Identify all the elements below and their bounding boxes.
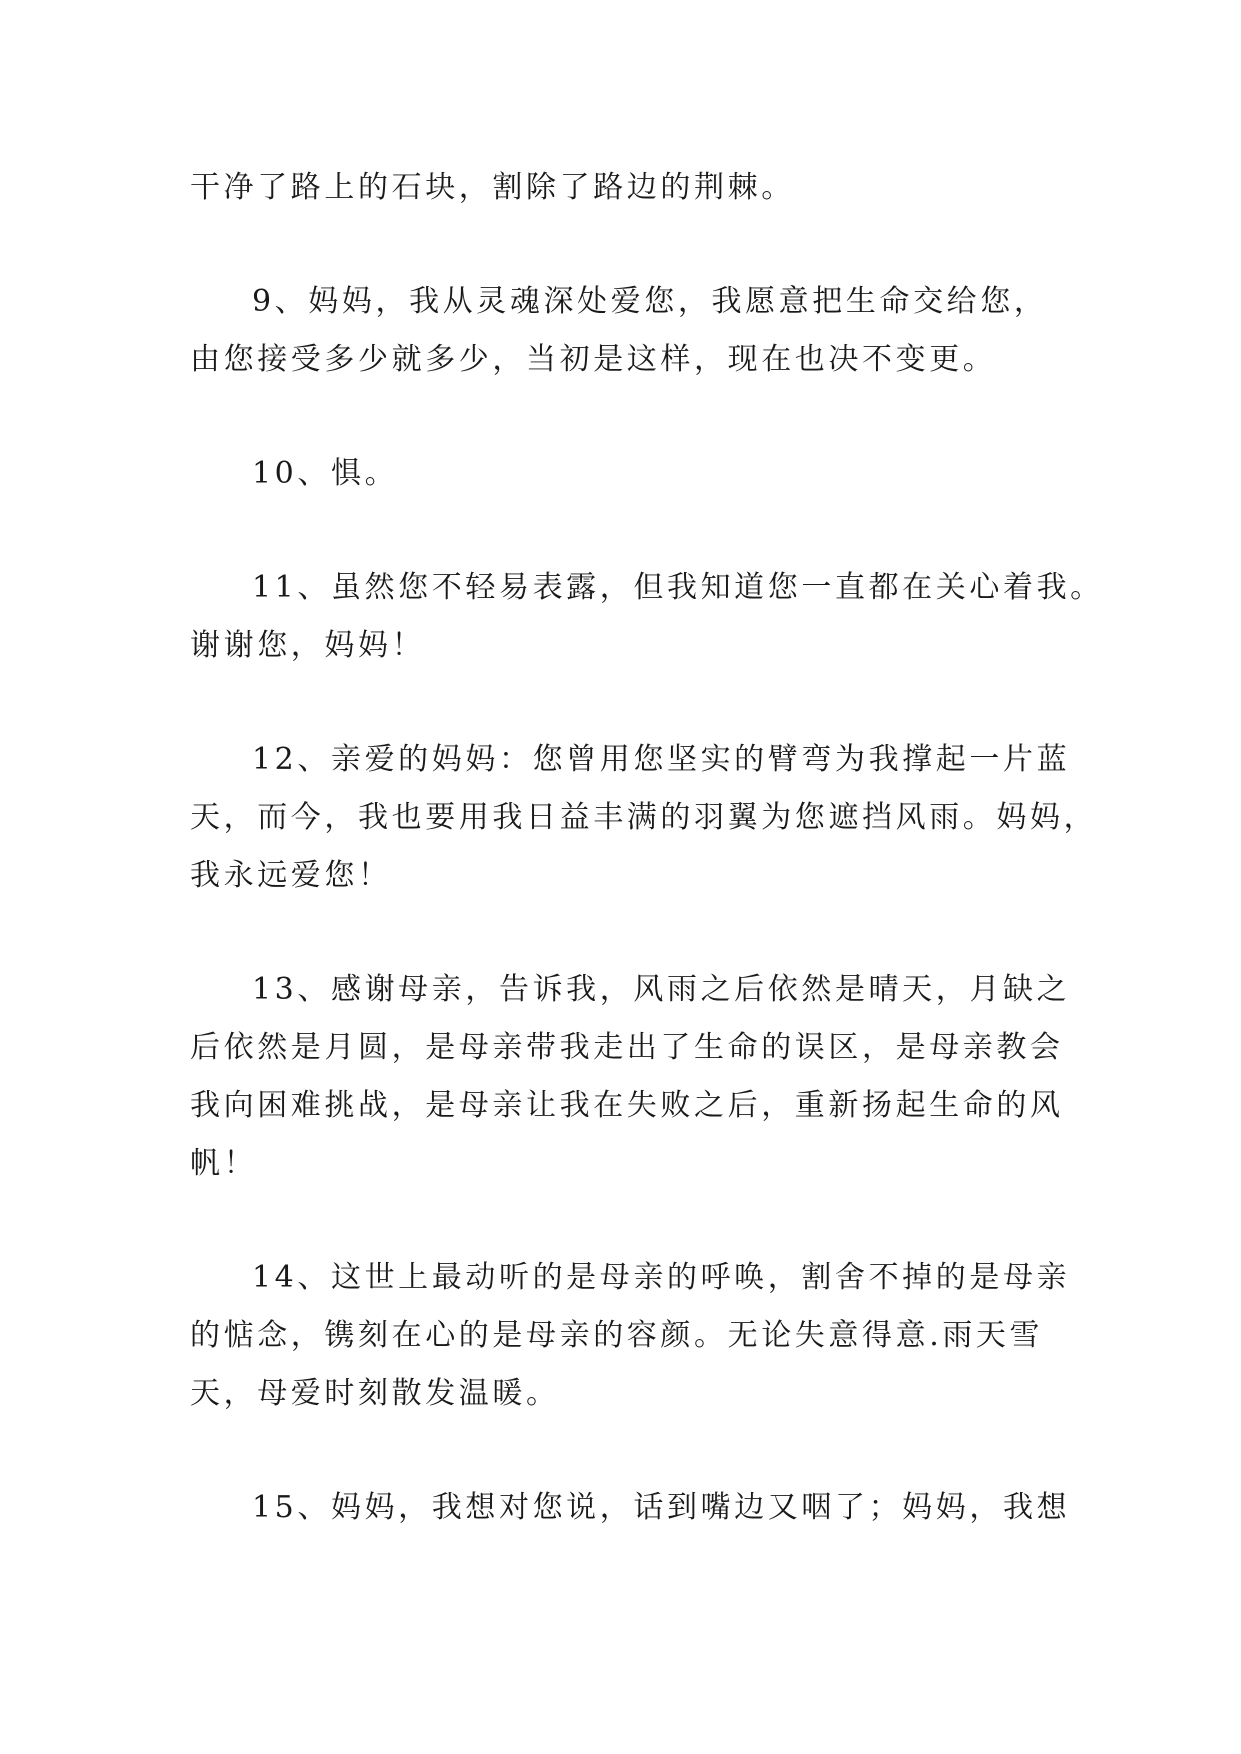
paragraph-13-line-3: 我向困难挑战，是母亲让我在失败之后，重新扬起生命的风 — [190, 1088, 1064, 1123]
paragraph-12-line-2: 天，而今，我也要用我日益丰满的羽翼为您遮挡风雨。妈妈， — [190, 800, 1098, 835]
paragraph-14-line-2: 的惦念，镌刻在心的是母亲的容颜。无论失意得意.雨天雪 — [190, 1318, 1044, 1353]
paragraph-11-line-1: 11、虽然您不轻易表露，但我知道您一直都在关心着我。 — [252, 570, 1104, 605]
paragraph-14-line-1: 14、这世上最动听的是母亲的呼唤，割舍不掉的是母亲 — [252, 1260, 1071, 1295]
paragraph-9-line-2: 由您接受多少就多少，当初是这样，现在也决不变更。 — [190, 342, 997, 377]
paragraph-12-line-1: 12、亲爱的妈妈：您曾用您坚实的臂弯为我撑起一片蓝 — [252, 742, 1071, 777]
paragraph-13-line-2: 后依然是月圆，是母亲带我走出了生命的误区，是母亲教会 — [190, 1030, 1064, 1065]
paragraph-11-line-2: 谢谢您，妈妈！ — [190, 628, 426, 663]
paragraph-8-line-end: 干净了路上的石块，割除了路边的荆棘。 — [190, 170, 795, 205]
paragraph-9-line-1: 9、妈妈，我从灵魂深处爱您，我愿意把生命交给您， — [252, 284, 1048, 319]
paragraph-12-line-3: 我永远爱您！ — [190, 858, 392, 893]
paragraph-10-line-1: 10、惧。 — [252, 456, 399, 491]
paragraph-15-line-1: 15、妈妈，我想对您说，话到嘴边又咽了；妈妈，我想 — [252, 1490, 1071, 1525]
paragraph-13-line-1: 13、感谢母亲，告诉我，风雨之后依然是晴天，月缺之 — [252, 972, 1071, 1007]
paragraph-13-line-4: 帆！ — [190, 1146, 258, 1181]
paragraph-14-line-3: 天，母爱时刻散发温暖。 — [190, 1376, 560, 1411]
